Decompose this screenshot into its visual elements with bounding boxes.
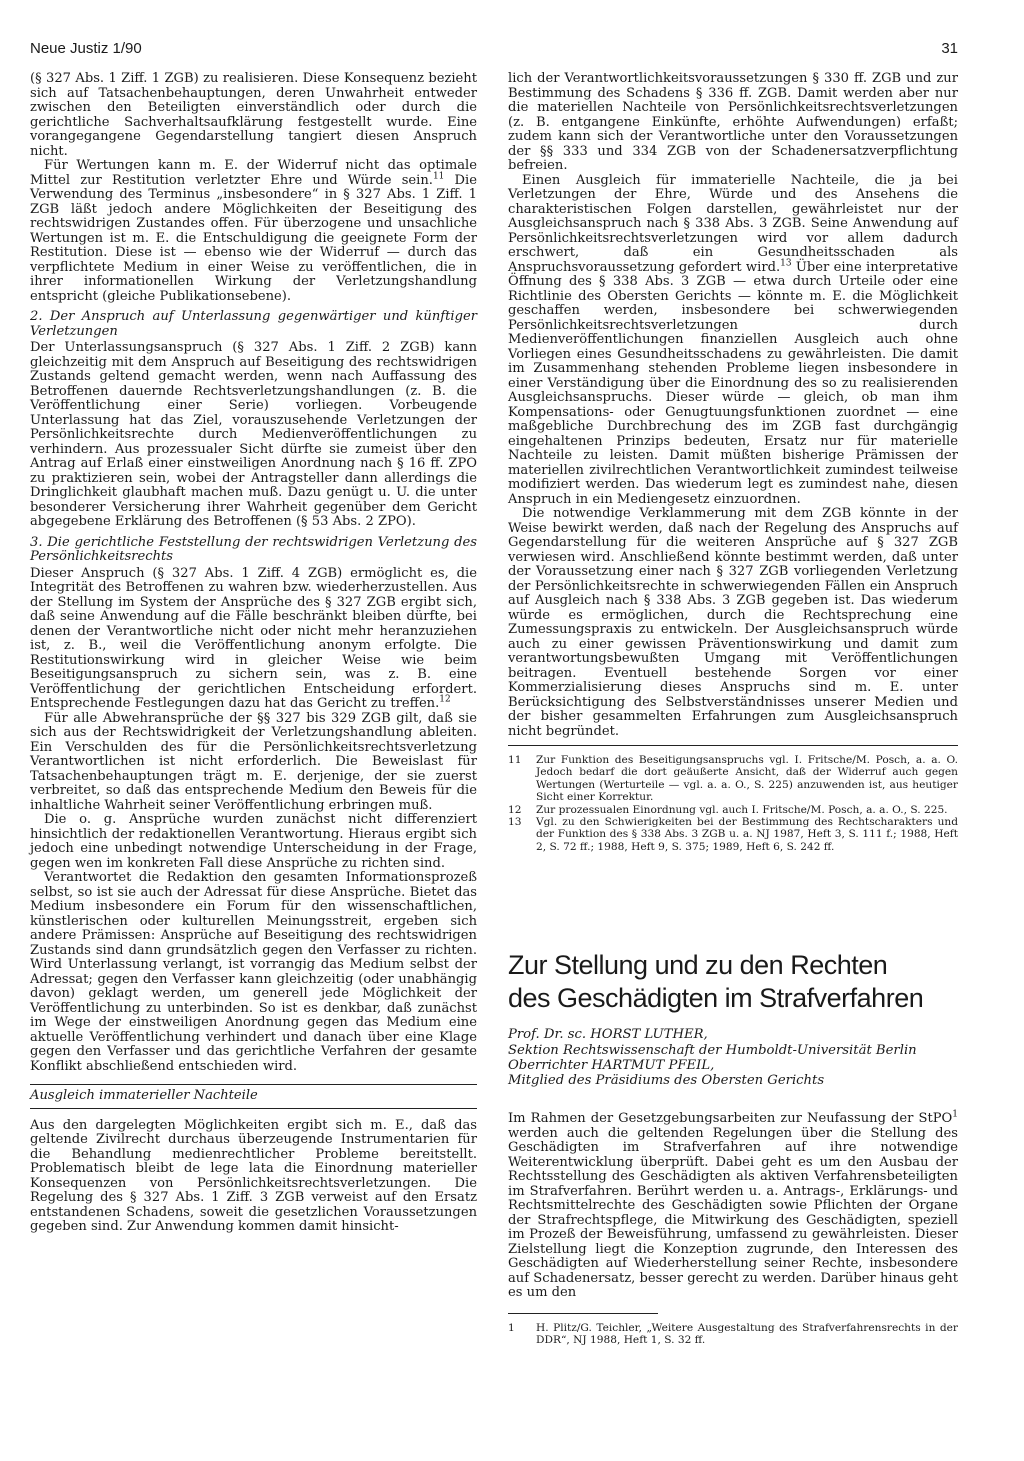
- article-title-line: Zur Stellung und zu den Rechten: [508, 950, 888, 981]
- page-header: [30, 40, 958, 62]
- paragraph: Für alle Abwehransprüche der §§ 327 bis 329 ZGB gilt, daß sie sich aus der Rechtswidrigkeit der Verletzungshandlung ableiten. Ein Verschulden des für die Persönlichkeitsrechtsverletzung Verantwortlichen ist nicht erforderlich. Die Beweislast für Tatsachenbehauptungen trägt m. E. derjenige, der sie zuerst verbreitet, so daß das entsprechende Medium den Beweis für die inhaltliche Wahrheit seiner Veröffentlichung erbringen muß.: [30, 710, 477, 813]
- right-column: [508, 72, 958, 1347]
- paragraph-text: Über eine interpretative Öffnung des § 338 Abs. 3 ZGB — etwa durch Urteile oder eine Richtlinie des Obersten Gerichts — könnte m. E. die Möglichkeit geschaffen werden, insbesondere bei schwerwiegenden Persönlichkeitsrechtsverletzungen durch Medienveröffentlichungen finanziellen Ausgleich auch ohne Vorliegen eines Gesundheitsschadens zu gewährleisten. Die damit im Zusammenhang stehenden Probleme liegen insbesondere in einer Verständigung über die Einordnung des so zu realisierenden Ausgleichsanspruchs. Dieser würde — gleich, ob man ihm Kompensations- oder Genugtuungsfunktionen zuordnet — eine maßgebliche Durchbrechung des im ZGB fast durchgängig eingehaltenen Prinzips bedeuten, Ersatz nur für materielle Nachteile zu leisten. Damit müßten bisherige Prämissen der materiellen zivilrechtlichen Verantwortlichkeit zumindest teilweise modifiziert werden. Das wiederum legt es zumindest nahe, diesen Anspruch in ein Mediengesetz einzuordnen.: [508, 259, 958, 507]
- author-affiliation: Mitglied des Präsidiums des Obersten Gerichts: [508, 1073, 825, 1089]
- footnote-list: [508, 754, 958, 853]
- paragraph: [30, 567, 477, 712]
- footnote-text: Zur prozessualen Einordnung vgl. auch I. Fritsche/M. Posch, a. a. O., S. 225.: [536, 803, 948, 816]
- paragraph: Der Unterlassungsanspruch (§ 327 Abs. 1 Ziff. 2 ZGB) kann gleichzeitig mit dem Anspruch auf Beseitigung des rechtswidrigen Zustands geltend gemacht werden, wenn nach Auffassung des Betroffenen dauernde Rechtsverletzungshandlungen (z. B. die Veröffentlichung einer Serie) vorliegen. Vorbeugende Unterlassung hat das Ziel, vorauszusehende Verletzungen der Persönlichkeitsrechte durch Medienveröffentlichungen zu verhindern. Aus prozessualer Sicht dürfte sie zumeist über den Antrag auf Erlaß einer einstweiligen Anordnung nach § 16 ff. ZPO zu praktizieren sein, wobei der Antragsteller dann allerdings die Dringlichkeit glaubhaft machen muß. Dazu genügt u. U. die unter besonderer Versicherung ihrer Wahrheit gegenüber dem Gericht abgegebene Erklärung des Betroffenen (§ 53 Abs. 2 ZPO).: [30, 340, 477, 529]
- paragraph-text: Für Wertungen kann m. E. der Widerruf nicht das optimale Mittel zur Restitution verletzter Ehre und Würde sein.: [30, 158, 477, 188]
- author-affiliation: Sektion Rechtswissenschaft der Humboldt-Universität Berlin: [508, 1042, 917, 1058]
- paragraph: Verantwortet die Redaktion den gesamten Informationsprozeß selbst, so ist sie auch der Adressat für diese Ansprüche. Bietet das Medium insbesondere ein Forum für den wissenschaftlichen, künstlerischen oder kulturellen Meinungsstreit, ergeben sich andere Prämissen: Ansprüche auf Beseitigung des rechtswidrigen Zustands sind dann grundsätzlich gegen den Verfasser zu richten. Wird Unterlassung verlangt, ist vorrangig das Medium selbst der Adressat; gegen den Verfasser kann gleichzeitig (oder unabhängig davon) geklagt werden, um generell jede Möglichkeit der Veröffentlichung zu unterbinden. So ist es denkbar, daß zunächst im Wege der einstweiligen Anordnung gegen das Medium eine aktuelle Veröffentlichung verhindert und danach über eine Klage gegen den Verfasser und das gerichtliche Verfahren der gesamte Konflikt abschließend entschieden wird.: [30, 870, 477, 1074]
- footnote-text: Zur Funktion des Beseitigungsanspruchs vgl. I. Fritsche/M. Posch, a. a. O. Jedoch bedarf die dort geäußerte Ansicht, daß der Widerruf auch gegen Wertungen (Werturteile — vgl. a. a. O., S. 225) anzuwenden ist, aus heutiger Sicht einer Korrektur.: [536, 754, 958, 804]
- paragraph-text: Dieser Anspruch (§ 327 Abs. 1 Ziff. 4 ZGB) ermöglicht es, die Integrität des Betroffenen zu wahren bzw. wiederherzustellen. Aus der Stellung im System der Ansprüche des § 327 ZGB ergibt sich, daß seine Anwendung auf die Fälle beschränkt bleiben dürfte, bei denen der Verantwortliche nicht oder nicht mehr heranzuziehen ist, z. B., weil die Veröffentlichung anonym erfolgte. Die Restitutionswirkung wird in gleicher Weise wie beim Beseitigungsanspruch zu sichern sein, was z. B. eine Veröffentlichung der gerichtlichen Entscheidung erfordert. Entsprechende Festlegungen dazu hat das Gericht zu treffen.: [30, 565, 477, 711]
- paragraph: [508, 174, 958, 508]
- journal-title: Neue Justiz 1/90: [30, 40, 142, 57]
- article-title: [508, 949, 958, 1015]
- footnote-text: Vgl. zu den Schwierigkeiten bei der Bestimmung des Rechtscharakters und der Funktion des § 338 Abs. 3 ZGB u. a. NJ 1987, Heft 3, S. 111 f.; 1988, Heft 2, S. 72 ff.; 1988, Heft 9, S. 375; 1989, Heft 6, S. 242 ff.: [536, 816, 958, 853]
- section-heading: 2. Der Anspruch auf Unterlassung gegenwärtiger und künftiger Verletzungen: [30, 309, 477, 339]
- paragraph-text: Die Verwendung des Terminus „insbesondere“ in § 327 Abs. 1 Ziff. 1 ZGB läßt jedoch andere Möglichkeiten der Beseitigung des rechtswidrigen Zustandes offen. Für überzogene und unsachliche Wertungen ist m. E. die Entschuldigung die geeignete Form der Restitution. Diese ist — ebenso wie der Widerruf — durch das verpflichtete Medium in einer Weise zu veröffentlichen, die in ihrer informationellen Wirkung der Verletzungshandlung entspricht (gleiche Publikationsebene).: [30, 172, 477, 304]
- author-name: Prof. Dr. sc. HORST LUTHER,: [508, 1027, 708, 1043]
- footnote-number: 13: [508, 816, 522, 829]
- footnote-ref: 1: [952, 1110, 958, 1121]
- footnote: [508, 804, 958, 816]
- paragraph: [508, 1112, 958, 1301]
- section-heading: 3. Die gerichtliche Feststellung der rechtswidrigen Verletzung des Persönlichkeitsrechts: [30, 534, 477, 564]
- paragraph: [30, 159, 477, 304]
- footnote-ref: 12: [439, 694, 451, 705]
- paragraph: Die o. g. Ansprüche wurden zunächst nicht differenziert hinsichtlich der redaktionellen Verantwortung. Hieraus ergibt sich jedoch eine unbedingt notwendige Unterscheidung in der Frage, gegen wen im konkreten Fall diese Ansprüche zu richten sind.: [30, 812, 477, 871]
- footnote-ref: 11: [432, 171, 445, 182]
- footnote: [508, 1322, 958, 1347]
- paragraph-text: werden auch die geltenden Regelungen über die Stellung des Geschädigten im Strafverfahren auf ihre notwendige Weiterentwicklung überprüft. Dabei geht es um den Ausbau der Rechtsstellung des Geschädigten als aktiven Verfahrensbeteiligten im Strafverfahren. Berührt werden u. a. Antrags-, Erklärungs- und Rechtsmittelrechte des Geschädigten sowie Pflichten der Organe der Strafrechtspflege, die Mitwirkung des Geschädigten, speziell im Prozeß der Beweisführung, umfassend zu gewährleisten. Dieser Zielstellung liegt die Konzeption zugrunde, den Interessen des Geschädigten auf Wiederherstellung seiner Rechte, insbesondere auf Schadenersatz, besser gerecht zu werden. Darüber hinaus geht es um den: [508, 1125, 958, 1301]
- footnote-text: H. Plitz/G. Teichler, „Weitere Ausgestaltung des Strafverfahrensrechts in der DDR“, NJ 1988, Heft 1, S. 32 ff.: [536, 1321, 958, 1347]
- footnote-number: 12: [508, 803, 522, 816]
- boxed-section-heading: Ausgleich immaterieller Nachteile: [30, 1084, 477, 1109]
- paragraph-text: Einen Ausgleich für immaterielle Nachteile, die ja bei Verletzungen der Ehre, Würde und des Ansehens die charakteristischen Folgen darstellen, gewährleistet nur der Ausgleichsanspruch nach § 338 Abs. 3 ZGB. Seine Anwendung auf Persönlichkeitsrechtsverletzungen wird vor allem dadurch erschwert, daß ein Gesundheitsschaden als Anspruchsvoraussetzung gefordert wird.: [508, 172, 958, 275]
- author-name: Oberrichter HARTMUT PFEIL,: [508, 1057, 715, 1073]
- paragraph: Aus den dargelegten Möglichkeiten ergibt sich m. E., daß das geltende Zivilrecht durchaus überzeugende Instrumentarien für die Behandlung medienrechtlicher Probleme bereitstellt. Problematisch bleibt de lege lata die Einordnung materieller Konsequenzen von Persönlichkeitsrechtsverletzungen. Die Regelung des § 327 Abs. 1 Ziff. 3 ZGB verweist auf den Ersatz entstandenen Schadens, soweit die gesetzlichen Voraussetzungen gegeben sind. Zur Anwendung kommen damit hinsicht-: [30, 1117, 477, 1234]
- footnote-ref: 13: [780, 258, 792, 269]
- paragraph: Die notwendige Verklammerung mit dem ZGB könnte in der Weise bewirkt werden, daß nach der Regelung des Anspruchs auf Gegendarstellung für die weiteren Ansprüche auf § 327 ZGB verwiesen wird. Anschließend könnte bestimmt werden, daß unter der Voraussetzung einer nach § 327 ZGB vorliegenden Verletzung der Persönlichkeitsrechte in schwerwiegenden Fällen ein Anspruch auf Ausgleich nach § 338 Abs. 3 ZGB gegeben ist. Das wiederum würde es ermöglichen, durch die Rechtsprechung eine Zumessungspraxis zu entwickeln. Der Ausgleichsanspruch würde auch zu einer gewissen Präventionswirkung und damit zum verantwortungsbewußten Umgang mit Veröffentlichungen beitragen. Eventuell bestehende Sorgen vor einer Kommerzialisierung dieses Anspruchs sind m. E. unter Berücksichtigung des Selbstverständnisses unserer Medien und der bisher gesammelten Erfahrungen zum Ausgleichsanspruch nicht begründet.: [508, 506, 958, 739]
- footnote: [508, 754, 958, 804]
- page-number: 31: [941, 40, 958, 57]
- footnote-divider: [508, 745, 958, 746]
- footnote: [508, 816, 958, 853]
- paragraph: lich der Verantwortlichkeitsvoraussetzungen § 330 ff. ZGB und zur Bestimmung des Schadens § 336 ff. ZGB. Damit werden aber nur die materiellen Nachteile von Persönlichkeitsrechtsverletzungen (z. B. entgangene Einkünfte, erhöhte Aufwendungen) erfaßt; zudem kann sich der Verantwortliche unter den Voraussetzungen der §§ 333 und 334 ZGB von der Schadenersatzverpflichtung befreien.: [508, 71, 958, 173]
- left-column: [30, 72, 477, 1235]
- author-block: [508, 1027, 958, 1088]
- paragraph-text: Im Rahmen der Gesetzgebungsarbeiten zur Neufassung der StPO: [508, 1111, 953, 1127]
- article-title-line: des Geschädigten im Strafverfahren: [508, 983, 924, 1014]
- footnote-number: 1: [508, 1321, 515, 1334]
- footnote-divider: [508, 1313, 658, 1314]
- paragraph: (§ 327 Abs. 1 Ziff. 1 ZGB) zu realisieren. Diese Konsequenz bezieht sich auf Tatsachenbehauptungen, deren Unwahrheit entweder zwischen den Beteiligten einverständlich oder durch die gerichtliche Sachverhaltsaufklärung festgestellt wurde. Eine vorangegangene Gegendarstellung tangiert diesen Anspruch nicht.: [30, 71, 477, 159]
- footnote-number: 11: [508, 754, 522, 766]
